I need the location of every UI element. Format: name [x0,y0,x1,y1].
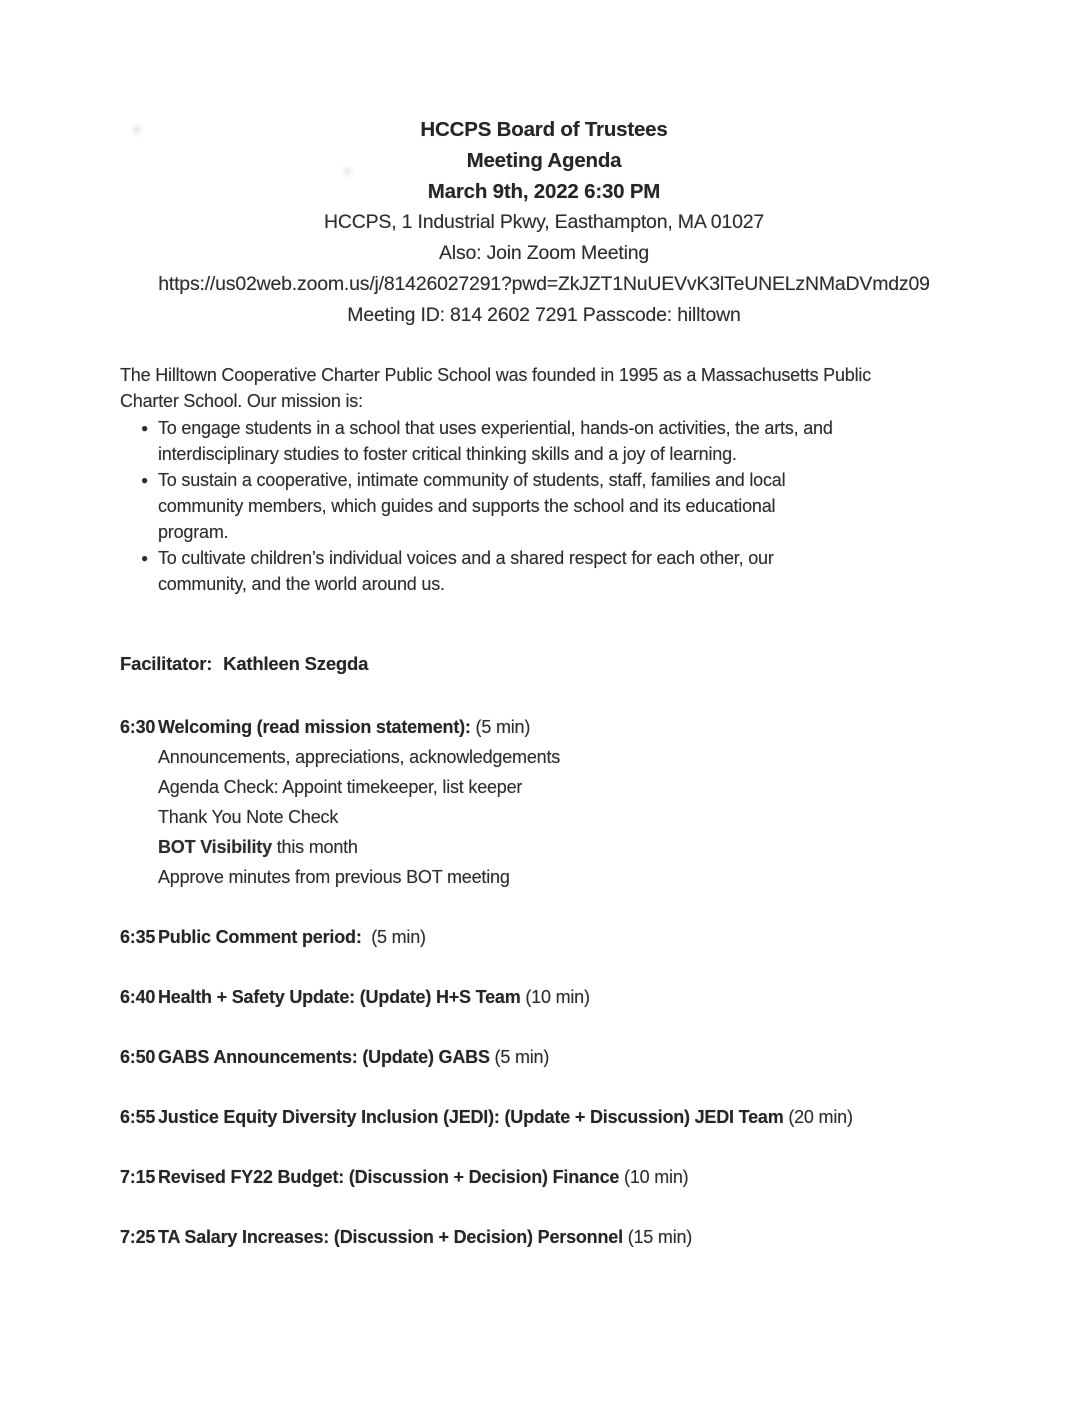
list-item [120,415,978,467]
list-item [120,467,978,545]
agenda-item [120,1042,978,1072]
bullet-text-line: To engage students in a school that uses experiential, hands-on activities, the arts, and [158,418,833,438]
agenda-duration: (15 min) [622,1227,693,1247]
agenda-duration: (20 min) [783,1107,853,1127]
bullet-icon: ● [141,551,149,565]
agenda-sub-item: Agenda Check: Appoint timekeeper, list keeper [158,777,523,797]
agenda-time: 6:30 [120,717,156,737]
mission-intro-line: Charter School. Our mission is: [120,391,363,411]
mission-intro-line: The Hilltown Cooperative Charter Public School was founded in 1995 as a Massachusetts Public [120,365,872,385]
agenda-item [120,1222,978,1252]
agenda-title: Revised FY22 Budget: (Discussion + Decision) Finance (10 min) [158,1167,689,1187]
agenda-item [120,712,978,892]
agenda-title: Health + Safety Update: (Update) H+S Team (10 min) [158,987,590,1007]
bullet-text-line: program. [158,522,229,542]
agenda-sub-item: BOT Visibility this month [158,837,358,857]
zoom-meeting-url: https://us02web.zoom.us/j/81426027291?pwd=ZkJZT1NuUEVvK3lTeUNELzNMaDVmdz09 [158,273,930,295]
agenda-title: Justice Equity Diversity Inclusion (JEDI): (Update + Discussion) JEDI Team (20 min) [158,1107,853,1127]
doc-title: HCCPS Board of Trustees [420,118,668,141]
bullet-icon: ● [141,421,149,435]
agenda-item [120,982,978,1012]
bullet-text-line: To sustain a cooperative, intimate community of students, staff, families and local [158,470,786,490]
zoom-invite-label: Also: Join Zoom Meeting [439,242,649,264]
facilitator-line [120,649,978,679]
agenda-time: 6:40 [120,987,156,1007]
agenda-item [120,1102,978,1132]
meeting-id-passcode: Meeting ID: 814 2602 7291 Passcode: hilltown [347,304,741,326]
bullet-text-line: community members, which guides and supports the school and its educational [158,496,776,516]
list-item [120,545,978,597]
agenda-title: GABS Announcements: (Update) GABS (5 min) [158,1047,550,1067]
agenda-item [120,922,978,952]
facilitator-label: Facilitator: [120,653,213,674]
mission-bullet-list [120,415,978,597]
agenda-title: Public Comment period: (5 min) [158,927,426,947]
bullet-text-line: community, and the world around us. [158,574,445,594]
agenda-time: 6:55 [120,1107,156,1127]
agenda-duration: (10 min) [520,987,590,1007]
agenda-duration: (5 min) [489,1047,550,1067]
document-header [0,0,1088,331]
bullet-icon: ● [141,473,149,487]
facilitator-name: Kathleen Szegda [223,653,369,674]
agenda-sub-item: Thank You Note Check [158,807,339,827]
scan-smudge [133,126,141,134]
agenda-item [120,1162,978,1192]
agenda-time: 7:15 [120,1167,156,1187]
doc-subtitle: Meeting Agenda [466,149,622,172]
agenda-duration: (5 min) [470,717,531,737]
mission-section [120,362,978,597]
doc-location: HCCPS, 1 Industrial Pkwy, Easthampton, MA 01027 [323,211,765,233]
agenda-duration: (5 min) [361,927,426,947]
agenda-time: 7:25 [120,1227,156,1247]
doc-datetime: March 9th, 2022 6:30 PM [427,180,661,203]
agenda-sub-item: Announcements, appreciations, acknowledgements [158,747,561,767]
bullet-text-line: To cultivate children’s individual voices and a shared respect for each other, our [158,548,774,568]
agenda-title: Welcoming (read mission statement): (5 min) [158,717,531,737]
agenda-time: 6:50 [120,1047,156,1067]
scan-smudge [343,167,352,176]
agenda-time: 6:35 [120,927,156,947]
agenda-sub-item: Approve minutes from previous BOT meeting [158,867,510,887]
bullet-text-line: interdisciplinary studies to foster critical thinking skills and a joy of learning. [158,444,737,464]
document-body [0,362,1088,1252]
agenda-section [120,712,978,1252]
agenda-sub-items [158,742,978,892]
agenda-title: TA Salary Increases: (Discussion + Decision) Personnel (15 min) [158,1227,693,1247]
agenda-duration: (10 min) [619,1167,689,1187]
